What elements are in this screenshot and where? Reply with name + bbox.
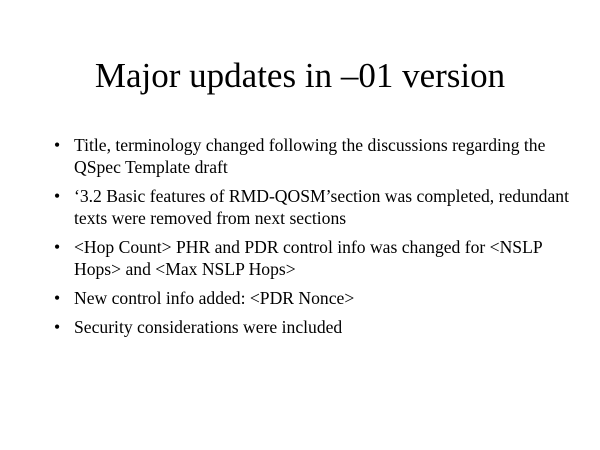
bullet-item [50, 185, 570, 229]
bullet-item [50, 236, 570, 280]
bullet-item [50, 134, 570, 178]
bullet-icon: • [54, 317, 61, 337]
bullet-icon: • [54, 237, 61, 257]
bullet-icon: • [54, 288, 61, 308]
slide-title: Major updates in –01 version [94, 56, 506, 95]
bullet-text: Security considerations were included [74, 317, 343, 337]
bullet-text: <Hop Count> PHR and PDR control info was changed for <NSLP Hops> and <Max NSLP Hops> [74, 237, 542, 279]
bullet-item [50, 316, 570, 338]
bullet-icon: • [54, 186, 61, 206]
bullet-item [50, 287, 570, 309]
bullet-text: New control info added: <PDR Nonce> [74, 288, 355, 308]
bullet-text: Title, terminology changed following the discussions regarding the QSpec Template draft [74, 135, 546, 177]
bullet-icon: • [54, 135, 61, 155]
bullet-text: ‘3.2 Basic features of RMD-QOSM’section was completed, redundant texts were removed from next sections [74, 186, 569, 228]
bullet-list [50, 134, 570, 345]
